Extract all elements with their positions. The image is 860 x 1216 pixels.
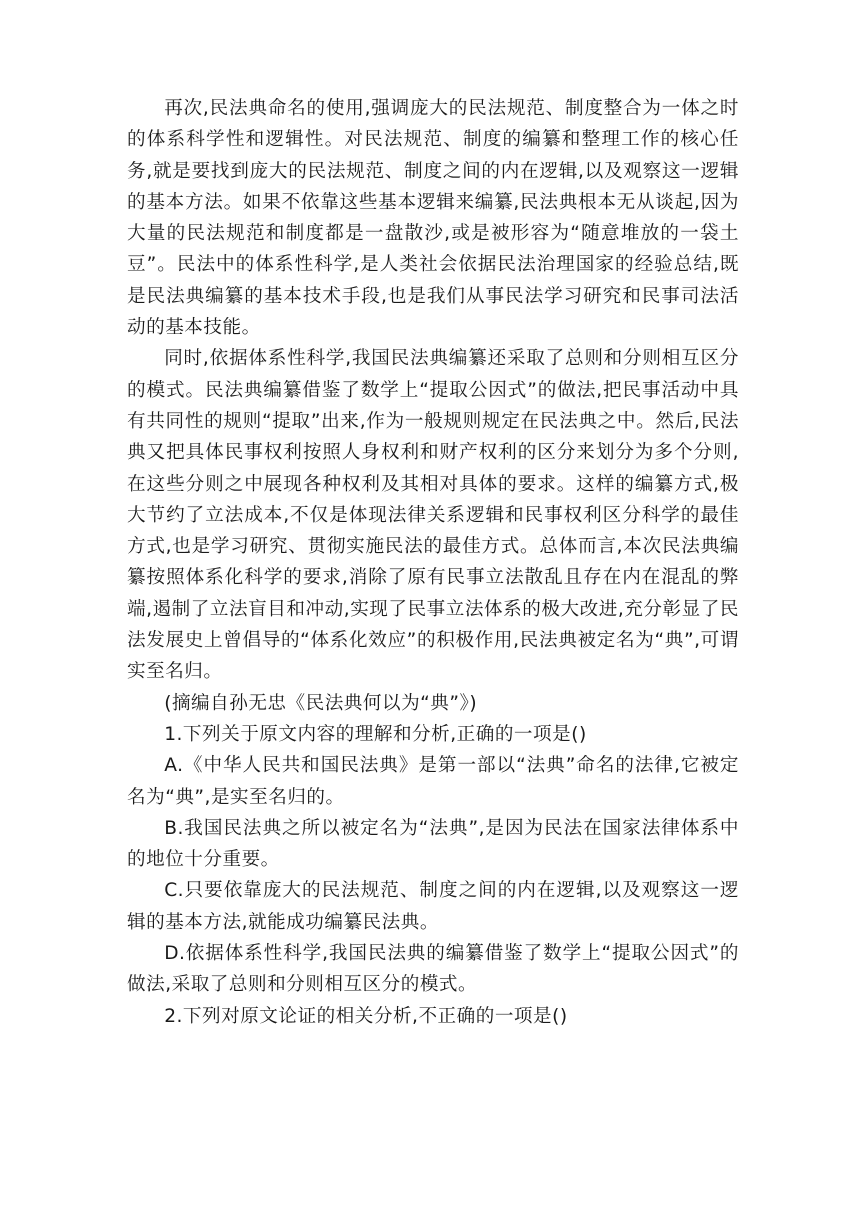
question-1-option-d: D.依据体系性科学,我国民法典的编纂借鉴了数学上“提取公因式”的做法,采取了总则和分则相互区分的模式。 (127, 943, 739, 996)
paragraph-2: 同时,依据体系性科学,我国民法典编纂还采取了总则和分则相互区分的模式。民法典编纂借鉴了数学上“提取公因式”的做法,把民事活动中具有共同性的规则“提取”出来,作为一般规则规定在民法典之中。然后,民法典又把具体民事权利按照人身权利和财产权利的区分来划分为多个分则,在这些分则之中展现各种权利及其相对具体的要求。这样的编纂方式,极大节约了立法成本,不仅是体现法律关系逻辑和民事权利区分科学的最佳方式,也是学习研究、贯彻实施民法的最佳方式。总体而言,本次民法典编纂按照体系化科学的要求,消除了原有民事立法散乱且存在内在混乱的弊端,遏制了立法盲目和冲动,实现了民事立法体系的极大改进,充分彰显了民法发展史上曾倡导的“体系化效应”的积极作用,民法典被定名为“典”,可谓实至名归。 (127, 348, 739, 683)
question-1-stem: 1.下列关于原文内容的理解和分析,正确的一项是() (164, 723, 587, 745)
paragraph-1: 再次,民法典命名的使用,强调庞大的民法规范、制度整合为一体之时的体系科学性和逻辑性。对民法规范、制度的编纂和整理工作的核心任务,就是要找到庞大的民法规范、制度之间的内在逻辑,以及观察这一逻辑的基本方法。如果不依靠这些基本逻辑来编纂,民法典根本无从谈起,因为大量的民法规范和制度都是一盘散沙,或是被形容为“随意堆放的一袋土豆”。民法中的体系性科学,是人类社会依据民法治理国家的经验总结,既是民法典编纂的基本技术手段,也是我们从事民法学习研究和民事司法活动的基本技能。 (127, 98, 739, 339)
source-citation: (摘编自孙无忠《民法典何以为“典”》) (164, 692, 478, 714)
question-2-stem: 2.下列对原文论证的相关分析,不正确的一项是() (164, 1005, 568, 1027)
question-1-option-c: C.只要依靠庞大的民法规范、制度之间的内在逻辑,以及观察这一逻辑的基本方法,就能成功编纂民法典。 (127, 880, 739, 933)
question-1-option-a: A.《中华人民共和国民法典》是第一部以“法典”命名的法律,它被定名为“典”,是实至名归的。 (127, 755, 739, 808)
question-1-option-b: B.我国民法典之所以被定名为“法典”,是因为民法在国家法律体系中的地位十分重要。 (127, 817, 739, 871)
document-body (127, 93, 739, 1032)
